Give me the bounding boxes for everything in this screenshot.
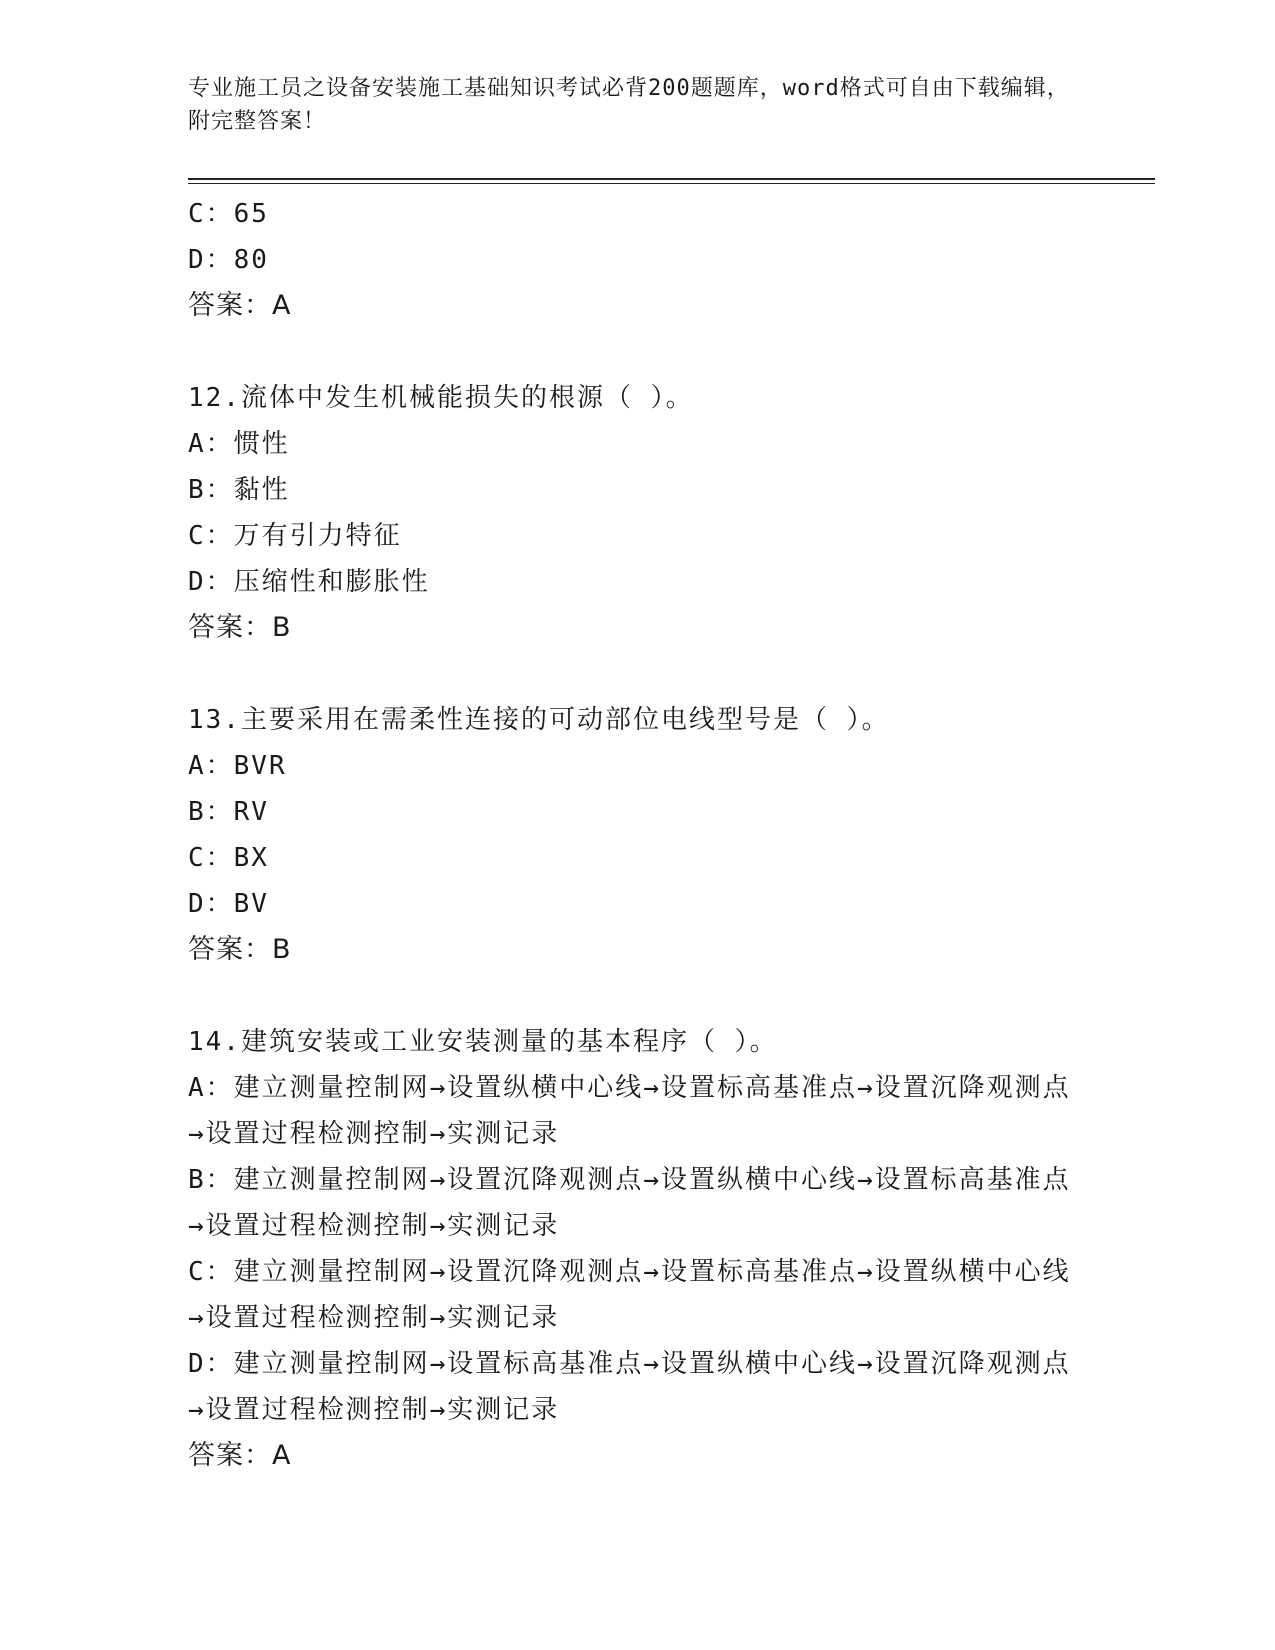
q11-option-c: C：65 [188, 199, 269, 229]
q14-option-b: B：建立测量控制网→设置沉降观测点→设置纵横中心线→设置标高基准点→设置过程检测控制→实测记录 [188, 1165, 1071, 1241]
document-header-title: 专业施工员之设备安装施工基础知识考试必背200题题库，word格式可自由下载编辑，附完整答案！ [188, 76, 1070, 134]
q14-question: 14.建筑安装或工业安装测量的基本程序（ ）。 [188, 1027, 778, 1057]
question-content [188, 191, 1088, 1479]
q14-answer: 答案：A [188, 1440, 292, 1471]
q14-option-d: D：建立测量控制网→设置标高基准点→设置纵横中心线→设置沉降观测点→设置过程检测控制→实测记录 [188, 1349, 1071, 1425]
q12-answer: 答案：B [188, 612, 292, 643]
q12-option-a: A：惯性 [188, 429, 290, 459]
q12-option-c: C：万有引力特征 [188, 521, 402, 551]
header-divider-thin [188, 183, 1155, 184]
q13-question: 13.主要采用在需柔性连接的可动部位电线型号是（ ）。 [188, 705, 890, 735]
q11-option-d: D：80 [188, 245, 269, 275]
q12-option-b: B：黏性 [188, 475, 290, 505]
q13-option-a: A：BVR [188, 751, 287, 781]
header-divider-thick [188, 178, 1155, 180]
q14-option-c: C：建立测量控制网→设置沉降观测点→设置标高基准点→设置纵横中心线→设置过程检测控制→实测记录 [188, 1257, 1071, 1333]
q13-option-c: C：BX [188, 843, 269, 873]
question-spacer [188, 651, 1088, 697]
question-spacer [188, 329, 1088, 375]
q11-answer: 答案：A [188, 290, 292, 321]
q14-option-a: A：建立测量控制网→设置纵横中心线→设置标高基准点→设置沉降观测点→设置过程检测控制→实测记录 [188, 1073, 1071, 1149]
q12-option-d: D：压缩性和膨胀性 [188, 567, 430, 597]
q13-option-d: D：BV [188, 889, 269, 919]
q13-option-b: B：RV [188, 797, 269, 827]
question-spacer [188, 973, 1088, 1019]
q12-question: 12.流体中发生机械能损失的根源（ ）。 [188, 383, 694, 413]
q13-answer: 答案：B [188, 934, 292, 965]
